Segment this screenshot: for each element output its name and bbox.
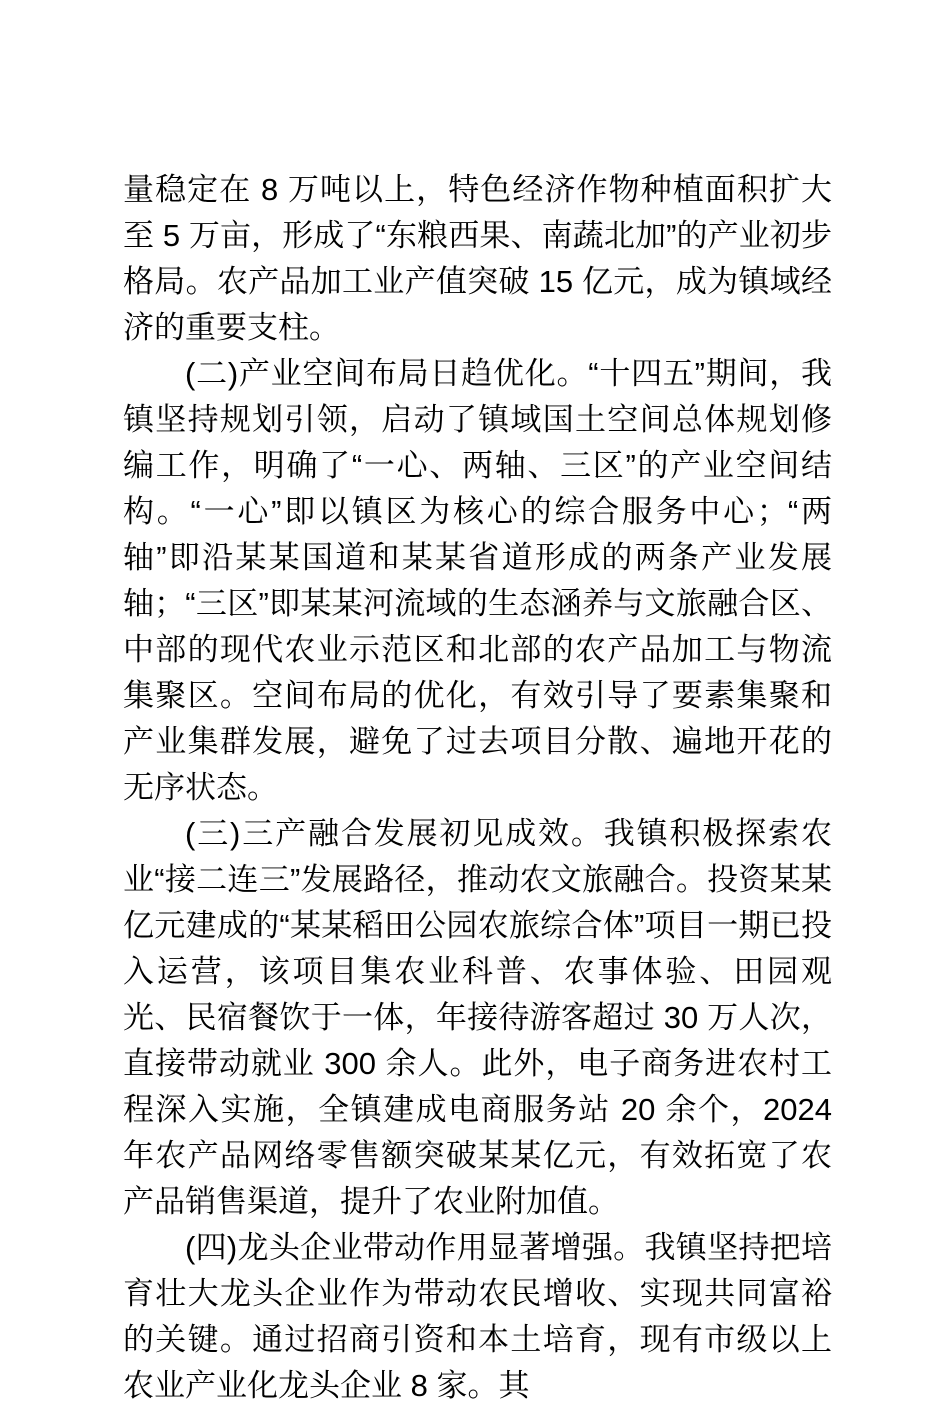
paragraph-continuation: 量稳定在 8 万吨以上，特色经济作物种植面积扩大至 5 万亩，形成了“东粮西果、南蔬北加”的产业初步格局。农产品加工业产值突破 15 亿元，成为镇域经济的重要支柱。 bbox=[123, 172, 832, 345]
paragraph-section-3: (三)三产融合发展初见成效。我镇积极探索农业“接二连三”发展路径，推动农文旅融合。投资某某亿元建成的“某某稻田公园农旅综合体”项目一期已投入运营，该项目集农业科普、农事体验、田园观光、民宿餐饮于一体，年接待游客超过 30 万人次，直接带动就业 300 余人。此外，电子商务进农村工程深入实施，全镇建成电商服务站 20 余个，2024 年农产品网络零售额突破某某亿元，有效拓宽了农产品销售渠道，提升了农业附加值。 bbox=[123, 816, 832, 1219]
paragraph-section-2: (二)产业空间布局日趋优化。“十四五”期间，我镇坚持规划引领，启动了镇域国土空间总体规划修编工作，明确了“一心、两轴、三区”的产业空间结构。“一心”即以镇区为核心的综合服务中心；“两轴”即沿某某国道和某某省道形成的两条产业发展轴；“三区”即某某河流域的生态涵养与文旅融合区、中部的现代农业示范区和北部的农产品加工与物流集聚区。空间布局的优化，有效引导了要素集聚和产业集群发展，避免了过去项目分散、遍地开花的无序状态。 bbox=[123, 356, 832, 805]
paragraph-section-4: (四)龙头企业带动作用显著增强。我镇坚持把培育壮大龙头企业作为带动农民增收、实现共同富裕的关键。通过招商引资和本土培育，现有市级以上农业产业化龙头企业 8 家。其 bbox=[123, 1230, 832, 1403]
